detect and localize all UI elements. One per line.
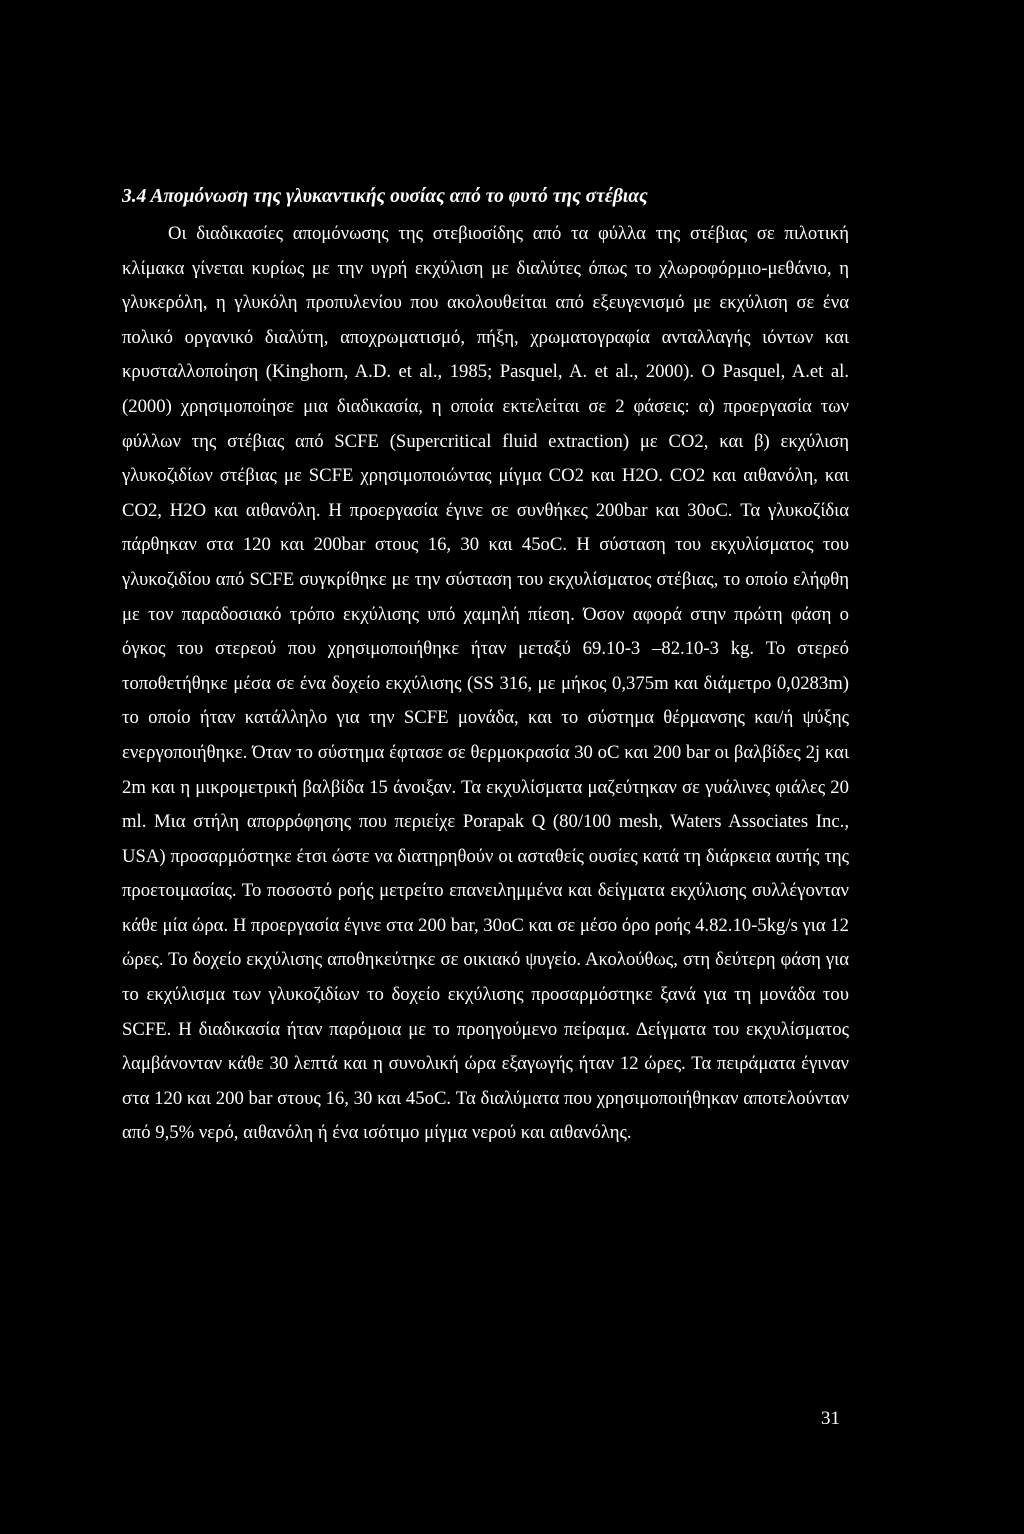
page-content <box>122 183 849 1151</box>
page-number: 31 <box>821 1408 840 1429</box>
section-heading: 3.4 Απομόνωση της γλυκαντικής ουσίας από το φυτό της στέβιας <box>122 186 648 207</box>
body-paragraph: Οι διαδικασίες απομόνωσης της στεβιοσίδης από τα φύλλα της στέβιας σε πιλοτική κλίμακα γίνεται κυρίως με την υγρή εκχύλιση με διαλύτες όπως το χλωροφόρμιο-μεθάνιο, η γλυκερόλη, η γλυκόλη προπυλενίου που ακολουθείται από εξευγενισμό με εκχύλιση σε ένα πολικό οργανικό διαλύτη, αποχρωματισμό, πήξη, χρωματογραφία ανταλλαγής ιόντων και κρυσταλλοποίηση (Kinghorn, A.D. et al., 1985; Pasquel, A. et al., 2000). Ο Pasquel, A.et al. (2000) χρησιμοποίησε μια διαδικασία, η οποία εκτελείται σε 2 φάσεις: α) προεργασία των φύλλων της στέβιας από SCFE (Supercritical fluid extraction) με CO2, και β) εκχύλιση γλυκοζιδίων στέβιας με SCFE χρησιμοποιώντας μίγμα CO2 και H2O. CO2 και αιθανόλη, και CO2, H2O και αιθανόλη. Η προεργασία έγινε σε συνθήκες 200bar και 30oC. Τα γλυκοζίδια πάρθηκαν στα 120 και 200bar στους 16, 30 και 45oC. Η σύσταση του εκχυλίσματος του γλυκοζιδίου από SCFE συγκρίθηκε με την σύσταση του εκχυλίσματος στέβιας, το οποίο ελήφθη με τον παραδοσιακό τρόπο εκχύλισης υπό χαμηλή πίεση. Όσον αφορά στην πρώτη φάση ο όγκος του στερεού που χρησιμοποιήθηκε ήταν μεταξύ 69.10-3 –82.10-3 kg. Το στερεό τοποθετήθηκε μέσα σε ένα δοχείο εκχύλισης (SS 316, με μήκος 0,375m και διάμετρο 0,0283m) το οποίο ήταν κατάλληλο για την SCFE μονάδα, και το σύστημα θέρμανσης και/ή ψύξης ενεργοποιήθηκε. Όταν το σύστημα έφτασε σε θερμοκρασία 30 oC και 200 bar οι βαλβίδες 2j και 2m και η μικρομετρική βαλβίδα 15 άνοιξαν. Τα εκχυλίσματα μαζεύτηκαν σε γυάλινες φιάλες 20 ml. Μια στήλη απορρόφησης που περιείχε Porapak Q (80/100 mesh, Waters Associates Inc., USA) προσαρμόστηκε έτσι ώστε να διατηρηθούν οι ασταθείς ουσίες κατά τη διάρκεια αυτής της προετοιμασίας. Το ποσοστό ροής μετρείτο επανειλημμένα και δείγματα εκχύλισης συλλέγονταν κάθε μία ώρα. Η προεργασία έγινε στα 200 bar, 30oC και σε μέσο όρο ροής 4.82.10-5kg/s για 12 ώρες. Το δοχείο εκχύλισης αποθηκεύτηκε σε οικιακό ψυγείο. Ακολούθως, στη δεύτερη φάση για το εκχύλισμα των γλυκοζιδίων το δοχείο εκχύλισης προσαρμόστηκε ξανά για τη μονάδα του SCFE. Η διαδικασία ήταν παρόμοια με το προηγούμενο πείραμα. Δείγματα του εκχυλίσματος λαμβάνονταν κάθε 30 λεπτά και η συνολική ώρα εξαγωγής ήταν 12 ώρες. Τα πειράματα έγιναν στα 120 και 200 bar στους 16, 30 και 45oC. Τα διαλύματα που χρησιμοποιήθηκαν αποτελούνταν από 9,5% νερό, αιθανόλη ή ένα ισότιμο μίγμα νερού και αιθανόλης. <box>122 223 849 1144</box>
